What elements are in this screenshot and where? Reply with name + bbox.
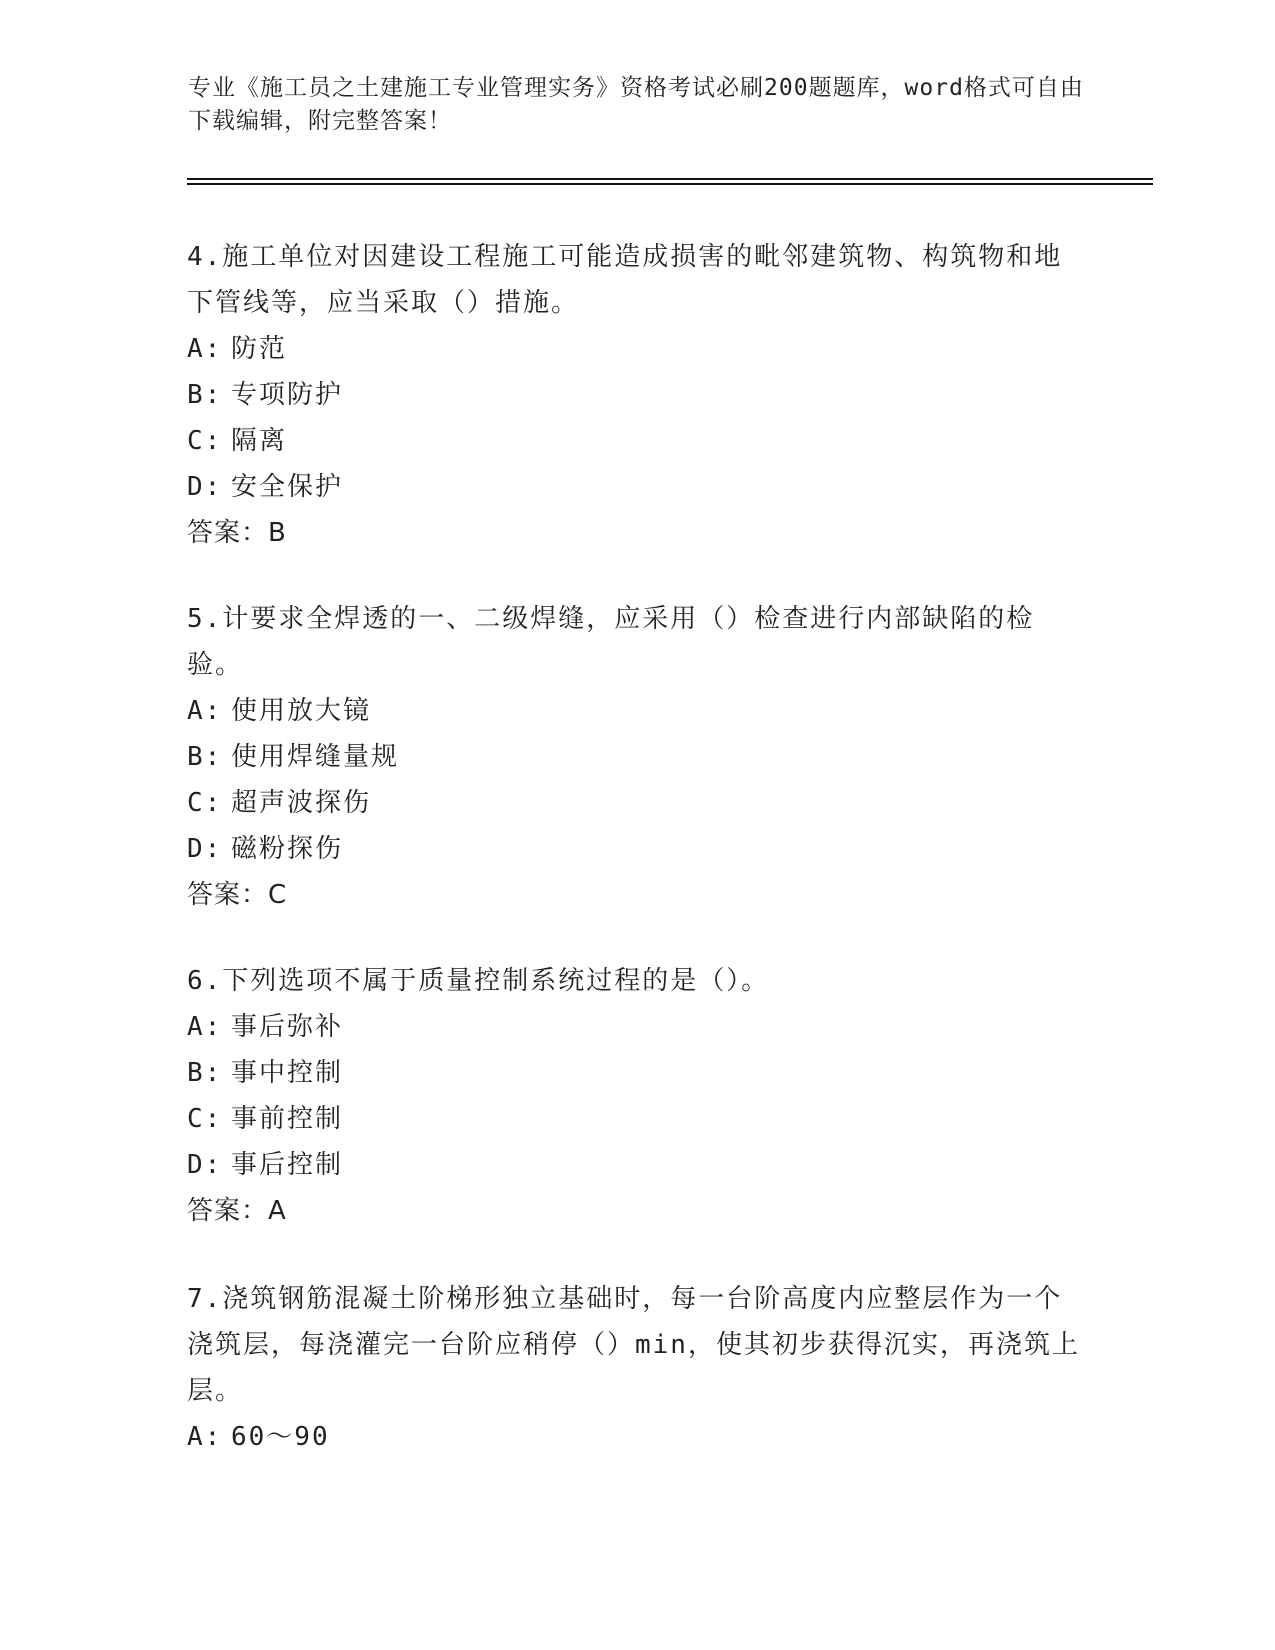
option-a xyxy=(187,688,1087,734)
option-text: 60～90 xyxy=(231,1422,330,1452)
option-c xyxy=(187,418,1087,464)
option-c xyxy=(187,1096,1087,1142)
option-text: 磁粉探伤 xyxy=(231,834,344,864)
option-text: 事后弥补 xyxy=(231,1012,344,1042)
option-d xyxy=(187,1142,1087,1188)
option-text: 专项防护 xyxy=(231,380,344,410)
option-key: C: xyxy=(187,426,223,456)
option-a xyxy=(187,1414,1087,1460)
option-key: C: xyxy=(187,788,223,818)
option-key: B: xyxy=(187,380,223,410)
option-b xyxy=(187,1050,1087,1096)
option-b xyxy=(187,372,1087,418)
option-key: D: xyxy=(187,834,223,864)
option-a xyxy=(187,1004,1087,1050)
question-4 xyxy=(187,234,1087,556)
option-text: 事后控制 xyxy=(231,1150,344,1180)
option-d xyxy=(187,464,1087,510)
option-text: 使用焊缝量规 xyxy=(231,742,400,772)
option-key: C: xyxy=(187,1104,223,1134)
option-key: A: xyxy=(187,1422,223,1452)
option-key: A: xyxy=(187,334,223,364)
option-key: B: xyxy=(187,1058,223,1088)
question-stem: 6.下列选项不属于质量控制系统过程的是（）。 xyxy=(187,966,770,996)
question-stem: 5.计要求全焊透的一、二级焊缝，应采用（）检查进行内部缺陷的检验。 xyxy=(187,604,1035,680)
option-c xyxy=(187,780,1087,826)
option-text: 安全保护 xyxy=(231,472,344,502)
option-key: D: xyxy=(187,472,223,502)
answer-line: 答案：A xyxy=(187,1196,287,1226)
question-7 xyxy=(187,1276,1087,1460)
option-a xyxy=(187,326,1087,372)
option-d xyxy=(187,826,1087,872)
option-text: 事中控制 xyxy=(231,1058,344,1088)
question-5 xyxy=(187,596,1087,918)
option-text: 隔离 xyxy=(231,426,288,456)
question-stem: 7.浇筑钢筋混凝土阶梯形独立基础时，每一台阶高度内应整层作为一个浇筑层，每浇灌完一台阶应稍停（）min，使其初步获得沉实，再浇筑上层。 xyxy=(187,1284,1080,1406)
header-divider-bottom xyxy=(187,183,1153,185)
document-header: 专业《施工员之土建施工专业管理实务》资格考试必刷200题题库，word格式可自由下载编辑，附完整答案！ xyxy=(188,75,1084,134)
answer-line: 答案：B xyxy=(187,518,287,548)
option-text: 超声波探伤 xyxy=(231,788,372,818)
question-6 xyxy=(187,958,1087,1234)
option-b xyxy=(187,734,1087,780)
option-key: B: xyxy=(187,742,223,772)
option-text: 事前控制 xyxy=(231,1104,344,1134)
header-divider-top xyxy=(187,178,1153,180)
option-key: A: xyxy=(187,1012,223,1042)
option-text: 使用放大镜 xyxy=(231,696,372,726)
option-key: D: xyxy=(187,1150,223,1180)
option-key: A: xyxy=(187,696,223,726)
answer-line: 答案：C xyxy=(187,880,288,910)
option-text: 防范 xyxy=(231,334,288,364)
question-stem: 4.施工单位对因建设工程施工可能造成损害的毗邻建筑物、构筑物和地下管线等，应当采取（）措施。 xyxy=(187,242,1063,318)
